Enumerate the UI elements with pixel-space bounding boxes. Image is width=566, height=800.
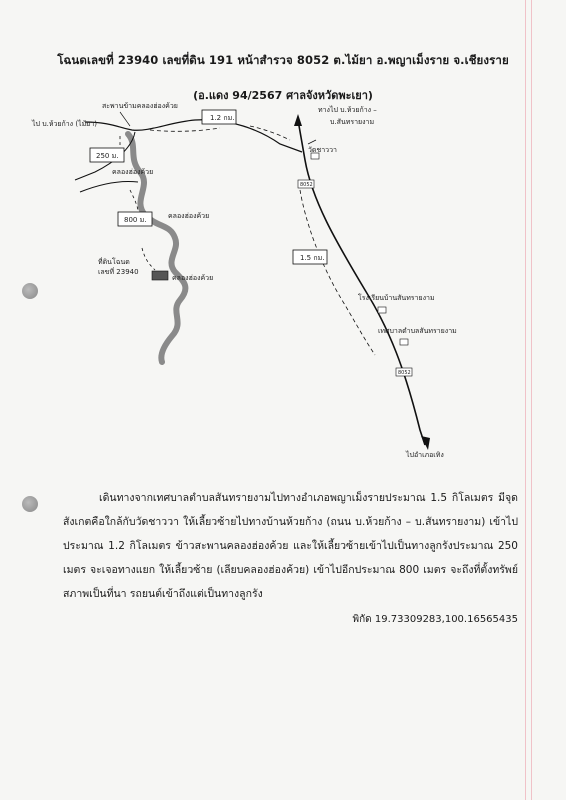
- map-label: คลองฮ่องค้วย: [172, 274, 214, 282]
- map-label: เลขที่ 23940: [98, 268, 139, 276]
- map-label: ทางไป บ.ห้วยก้าง –: [318, 106, 377, 114]
- dashed-route: [142, 248, 155, 270]
- map-label: คลองฮ่องค้วย: [112, 168, 154, 176]
- dashed-route: [300, 190, 375, 355]
- pointer-line: [308, 140, 316, 144]
- school-marker: [378, 307, 386, 313]
- map-label: 800 ม.: [124, 216, 147, 224]
- land-parcel: [152, 271, 168, 280]
- location-map: [20, 100, 490, 465]
- municipality-marker: [400, 339, 408, 345]
- map-label: โรงเรียนบ้านสันทรายงาม: [358, 294, 435, 302]
- dashed-route: [150, 128, 220, 131]
- map-label: 250 ม.: [96, 152, 119, 160]
- arrow-head: [421, 436, 430, 450]
- arrow-head: [294, 114, 302, 126]
- map-label: ไปอำเภอเทิง: [406, 451, 444, 459]
- road-number: 8052: [300, 182, 313, 188]
- map-label: ไป บ.ห้วยก้าง (ไม้ยา): [32, 120, 97, 128]
- map-label: บ.สันทรายงาม: [330, 118, 375, 126]
- directions-paragraph: [63, 486, 518, 606]
- punch-hole-bottom: [22, 496, 38, 512]
- local-road-lower: [80, 181, 138, 192]
- road-number: 8052: [398, 370, 411, 376]
- map-label: 1.2 กม.: [210, 114, 235, 122]
- map-label: 1.5 กม.: [300, 254, 325, 262]
- margin-line: [525, 0, 526, 800]
- map-label: คลองฮ่องค้วย: [168, 212, 210, 220]
- map-label: วัดชาววา: [308, 146, 337, 154]
- highway-8052: [298, 120, 425, 445]
- document-title: โฉนดเลขที่ 23940 เลขที่ดิน 191 หน้าสำรวจ 8052 ต.ไม้ยา อ.พญาเม็งราย จ.เชียงราย: [57, 53, 509, 67]
- coordinates: พิกัด 19.73309283,100.16565435: [352, 614, 518, 625]
- map-label: ที่ดินโฉนด: [98, 258, 130, 266]
- case-number: (อ.แดง 94/2567 ศาลจังหวัดพะเยา): [193, 89, 373, 102]
- directions-text: เดินทางจากเทศบาลตำบลสันทรายงามไปทางอำเภอพญาเม็งรายประมาณ 1.5 กิโลเมตร มีจุดสังเกตคือใกล้กับวัดชาววา ให้เลี้ยวซ้ายไปทางบ้านห้วยก้าง (ถนน บ.ห้วยก้าง – บ.สันทรายงาม) เข้าไปประมาณ 1.2 กิโลเมตร ข้าวสะพานคลองฮ่องค้วย และให้เลี้ยวซ้ายเข้าไปเป็นทางลูกรังประมาณ 250 เมตร จะเจอทางแยก ให้เลี้ยวซ้าย (เลียบคลองฮ่องค้วย) เข้าไปอีกประมาณ 800 เมตร จะถึงที่ตั้งทรัพย์ สภาพเป็นที่นา รถยนต์เข้าถึงแต่เป็นทางลูกรัง: [63, 492, 518, 600]
- pointer-line: [120, 112, 130, 126]
- local-road: [85, 120, 302, 152]
- margin-line: [531, 0, 532, 800]
- map-label: เทศบาลตำบลสันทรายงาม: [378, 327, 457, 335]
- map-label: สะพานข้ามคลองฮ่องค้วย: [102, 102, 178, 110]
